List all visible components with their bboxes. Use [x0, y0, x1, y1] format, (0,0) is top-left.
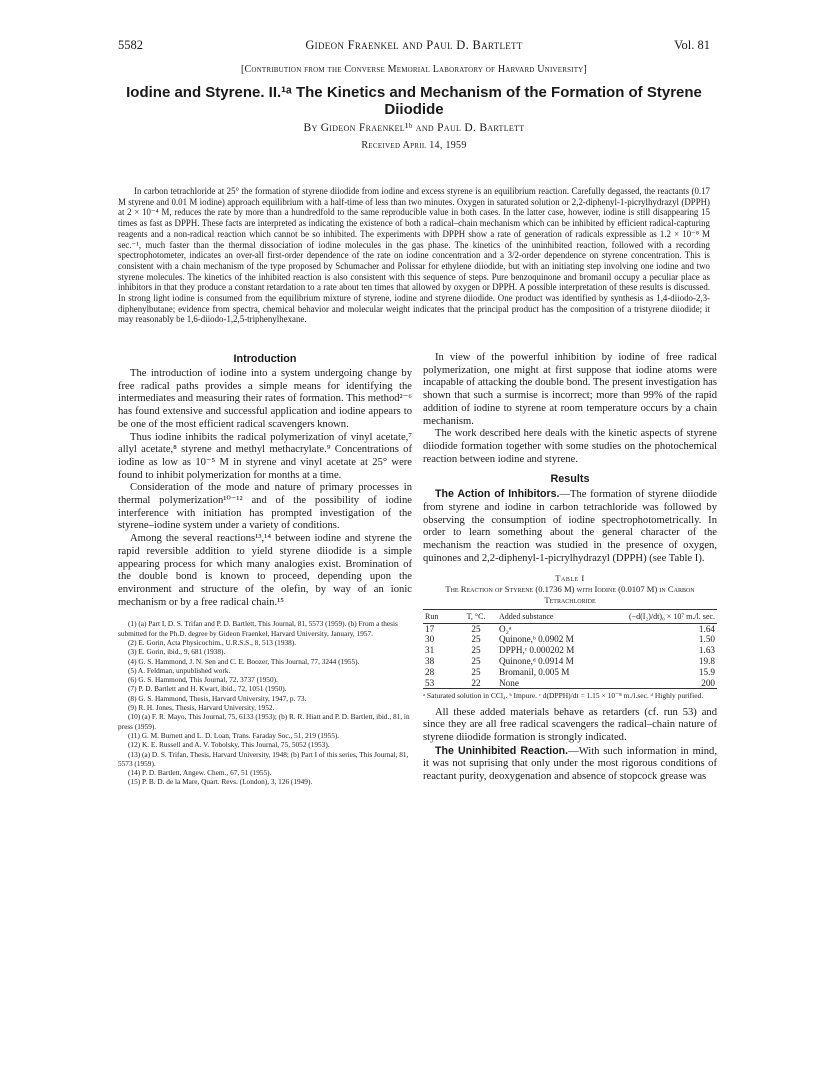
footnote: (11) G. M. Burnett and L. D. Loan, Trans. Faraday Soc., 51, 219 (1955).: [128, 730, 340, 740]
cell-run: 38: [425, 655, 435, 666]
footnote: (14) P. D. Bartlett, Angew. Chem., 67, 51 (1955).: [128, 768, 272, 778]
footnote: (5) A. Feldman, unpublished work.: [128, 665, 231, 675]
cell-temperature: 25: [471, 645, 481, 656]
uninhibited-subheading: The Uninhibited Reaction.: [435, 744, 569, 757]
cell-substance: Quinone,ᵈ 0.0914 M: [499, 655, 574, 666]
article-title-line2: Diiodide: [384, 101, 444, 118]
contribution-line: [Contribution from the Converse Memorial Laboratory of Harvard University]: [241, 64, 587, 75]
footnote: (3) E. Gorin, ibid., 9, 681 (1938).: [128, 647, 226, 657]
footnote: (1) (a) Part I, D. S. Trifan and P. D. Bartlett, This Journal, 81, 5573 (1959). (b) From a thesis submitted for the Ph.D. degree by Gideon Fraenkel, Harvard University, January, 1957.: [118, 619, 398, 638]
volume-number: Vol. 81: [674, 38, 710, 52]
right-column: [423, 352, 717, 784]
footnote: (2) E. Gorin, Acta Physicochim., U.R.S.S., 8, 513 (1938).: [128, 637, 297, 647]
intro-paragraph-5: In view of the powerful inhibition by iodine of free radical polymerization, one might at first suppose that iodine atoms were incapable of attacking the double bond. The present investigation has shown that such a surmise is incorrect; more than 99% of the rapid addition of iodine to styrene at room temperature occurs by a chain mechanism.: [423, 352, 717, 427]
results-heading: Results: [550, 473, 590, 486]
cell-rate: 1.50: [698, 634, 715, 645]
intro-paragraph-1: The introduction of iodine into a system undergoing change by free radical paths provides a simple means for identifying the intermediates and measuring their rates of formation. This method²⁻⁶ has found extensive and successful application and iodine appears to be one of the most efficient radical scavengers known.: [118, 368, 412, 430]
abstract: In carbon tetrachloride at 25° the formation of styrene diiodide from iodine and excess styrene is an equilibrium reaction. Carefully degassed, the reactants (0.17 M styrene and 0.01 M iodine) approach equilibrium with a half-time of less than two minutes. Oxygen in saturated solution or 2,2-diphenyl-1-picrylhydrazyl (DPPH) at 2 × 10⁻⁴ M, reduces the rate by more than a hundredfold to the same reproducible value in both cases. In the latter case, however, iodine is still disappearing 15 times as fast as DPPH. These facts are interpreted as indicating the existence of both a radical–chain mechanism which can be inhibited by efficient radical-capturing reagents and a non-radical reaction which cannot be so inhibited. The experiments with DPPH show a rate of generation of radicals expressible as 1.2 × 10⁻⁸ M sec.⁻¹, much faster than the thermal dissociation of iodine molecules in the gas phase. The kinetics of the uninhibited reaction, followed with a recording spectrophotometer, indicates an over-all first-order dependence of the rate on iodine concentration and a 3/2-order dependence on styrene concentration. This is consistent with a chain mechanism of the type proposed by Schumacher and Polissar for ethylene diiodide, but with an initiating step involving one iodine and two styrene molecules. The kinetics of the inhibited reaction is also consistent with this sequence of steps. Pure benzoquinone and bromanil occupy a peculiar place as inhibitors in that they produce a constant retardation to a rate about ten times that allowed by oxygen or DPPH. A possible interpretation of these results is discussed. In strong light iodine is consumed from the equilibrium mixture of styrene, iodine and styrene diiodide. One product was identified by synthesis as 1,4-diiodo-2,3-diphenylbutane; evidence from spectra, chemical behavior and molecular weight indicates that the principal product has the composition of a tristyrene diiodide; it may reasonably be 1,6-diiodo-1,2,5-triphenylhexane.: [118, 186, 710, 325]
cell-run: 28: [425, 666, 435, 677]
cell-run: 17: [425, 623, 435, 634]
footnotes: [118, 619, 412, 786]
cell-substance: Bromanil, 0.005 M: [499, 666, 570, 677]
cell-rate: 200: [701, 677, 715, 688]
col-run: Run: [423, 609, 455, 623]
table-1: [423, 572, 717, 701]
footnote: (15) P. B. D. de la Mare, Quart. Revs. (London), 3, 126 (1949).: [128, 777, 313, 787]
cell-temperature: 25: [471, 634, 481, 645]
table-row: [423, 623, 717, 634]
kinetics-table: [423, 609, 717, 690]
retarders-paragraph: All these added materials behave as retarders (cf. run 53) and since they are all free radical scavengers the radical–chain nature of styrene diiodide formation is strongly indicated.: [423, 706, 717, 743]
running-authors: Gideon Fraenkel and Paul D. Bartlett: [305, 38, 523, 52]
footnote: (12) K. E. Russell and A. V. Tobolsky, This Journal, 75, 5052 (1953).: [128, 740, 330, 750]
footnote: (9) R. H. Jones, Thesis, Harvard University, 1952.: [128, 703, 275, 713]
cell-temperature: 22: [471, 677, 481, 688]
table-number: Table I: [555, 572, 585, 583]
cell-substance: O₂ᵃ: [499, 623, 512, 634]
footnote: (13) (a) D. S. Trifan, Thesis, Harvard University, 1948; (b) Part I of this series, This Journal, 81, 5573 (1959).: [118, 749, 409, 768]
cell-temperature: 25: [471, 623, 481, 634]
article-title-line1: Iodine and Styrene. II.¹ᵃ The Kinetics and Mechanism of the Formation of Styrene: [126, 84, 702, 101]
footnote: (4) G. S. Hammond, J. N. Sen and C. E. Boozer, This Journal, 77, 3244 (1955).: [128, 656, 360, 666]
cell-temperature: 25: [471, 666, 481, 677]
col-added-substance: Added substance: [497, 609, 600, 623]
cell-substance: None: [499, 677, 519, 688]
footnote: (8) G. S. Hammond, Thesis, Harvard University, 1947, p. 73.: [128, 693, 307, 703]
table-header-row: [423, 609, 717, 623]
page-number: 5582: [118, 38, 143, 52]
intro-paragraph-2: Thus iodine inhibits the radical polymerization of vinyl acetate,⁷ allyl acetate,⁸ styrene and methyl methacrylate.⁹ Concentrations of iodine as low as 10⁻⁵ M in styrene and vinyl acetate at 25° were found to inhibit polymerization for months at a time.: [118, 431, 412, 481]
byline: By Gideon Fraenkel¹ᵇ and Paul D. Bartlett: [303, 122, 525, 134]
intro-paragraph-3: Consideration of the mode and nature of primary processes in thermal polymerization¹⁰⁻¹² and of the possibility of iodine interference with initiation has prompted investigation of the styrene–iodine system under a variety of conditions.: [118, 482, 412, 532]
intro-paragraph-4: Among the several reactions¹³,¹⁴ between iodine and styrene the rapid reversible addition to yield styrene diiodide is a simple appearing process for which many analogies exist. Bromination of the double bond is known to proceed, depending upon the environment and structure of the olefin, by way of an ionic mechanism or by a free radical chain.¹⁵: [118, 533, 412, 608]
table-row: [423, 656, 717, 667]
cell-temperature: 25: [471, 655, 481, 666]
inhibitors-subheading: The Action of Inhibitors.: [435, 488, 560, 501]
running-header: [118, 38, 710, 56]
introduction-heading: Introduction: [233, 353, 297, 365]
cell-rate: 15.9: [698, 666, 715, 677]
article-title: [118, 84, 710, 118]
footnote: (6) G. S. Hammond, This Journal, 72, 3737 (1950).: [128, 675, 278, 685]
table-row: [423, 667, 717, 678]
cell-rate: 1.63: [698, 645, 715, 656]
footnote: (10) (a) F. R. Mayo, This Journal, 75, 6133 (1953); (b) R. R. Hiatt and P. D. Bartlett, ibid., 81, in press (1959).: [118, 712, 410, 731]
intro-paragraph-6: The work described here deals with the kinetic aspects of styrene diiodide formation together with some studies on the photochemical reaction between iodine and styrene.: [423, 428, 717, 465]
table-footnotes: ᵃ Saturated solution in CCl₄. ᵇ Impure. ᶜ d(DPPH)/dt = 1.15 × 10⁻⁸ m./l.sec. ᵈ Highly purified.: [423, 691, 704, 701]
cell-substance: DPPH,ᶜ 0.000202 M: [499, 645, 575, 656]
table-row: [423, 645, 717, 656]
cell-run: 53: [425, 677, 435, 688]
table-row: [423, 678, 717, 689]
col-temperature: T, °C.: [455, 609, 497, 623]
received-date: Received April 14, 1959: [361, 140, 467, 151]
table-row: [423, 634, 717, 645]
uninhibited-paragraph: [423, 745, 717, 784]
left-column: [118, 352, 412, 787]
table-caption: The Reaction of Styrene (0.1736 M) with Iodine (0.0107 M) in Carbon Tetrachloride: [445, 583, 695, 605]
cell-substance: Quinone,ᵇ 0.0902 M: [499, 634, 574, 645]
inhibitors-paragraph: [423, 488, 717, 565]
col-rate: (−d(I₂)/dt)₀ × 10⁷ m./l. sec.: [600, 609, 717, 623]
inhibitors-text: —The formation of styrene diiodide from styrene and iodine in carbon tetrachloride was followed by observing the consumption of iodine spectrophotometrically. In order to learn something about the general character of the mechanism the reaction was studied in the presence of oxygen, quinones and 2,2-diphenyl-1-picrylhydrazyl (DPPH) (see Table I).: [423, 489, 717, 564]
cell-rate: 19.8: [698, 655, 715, 666]
cell-run: 30: [425, 634, 435, 645]
uninhibited-text: —With such information in mind, it was not suprising that only under the most rigorous conditions of reactant purity, deoxygenation and absence of stopcock grease was: [423, 745, 717, 783]
footnote: (7) P. D. Bartlett and H. Kwart, ibid., 72, 1051 (1950).: [128, 684, 287, 694]
cell-run: 31: [425, 645, 435, 656]
cell-rate: 1.64: [698, 623, 715, 634]
